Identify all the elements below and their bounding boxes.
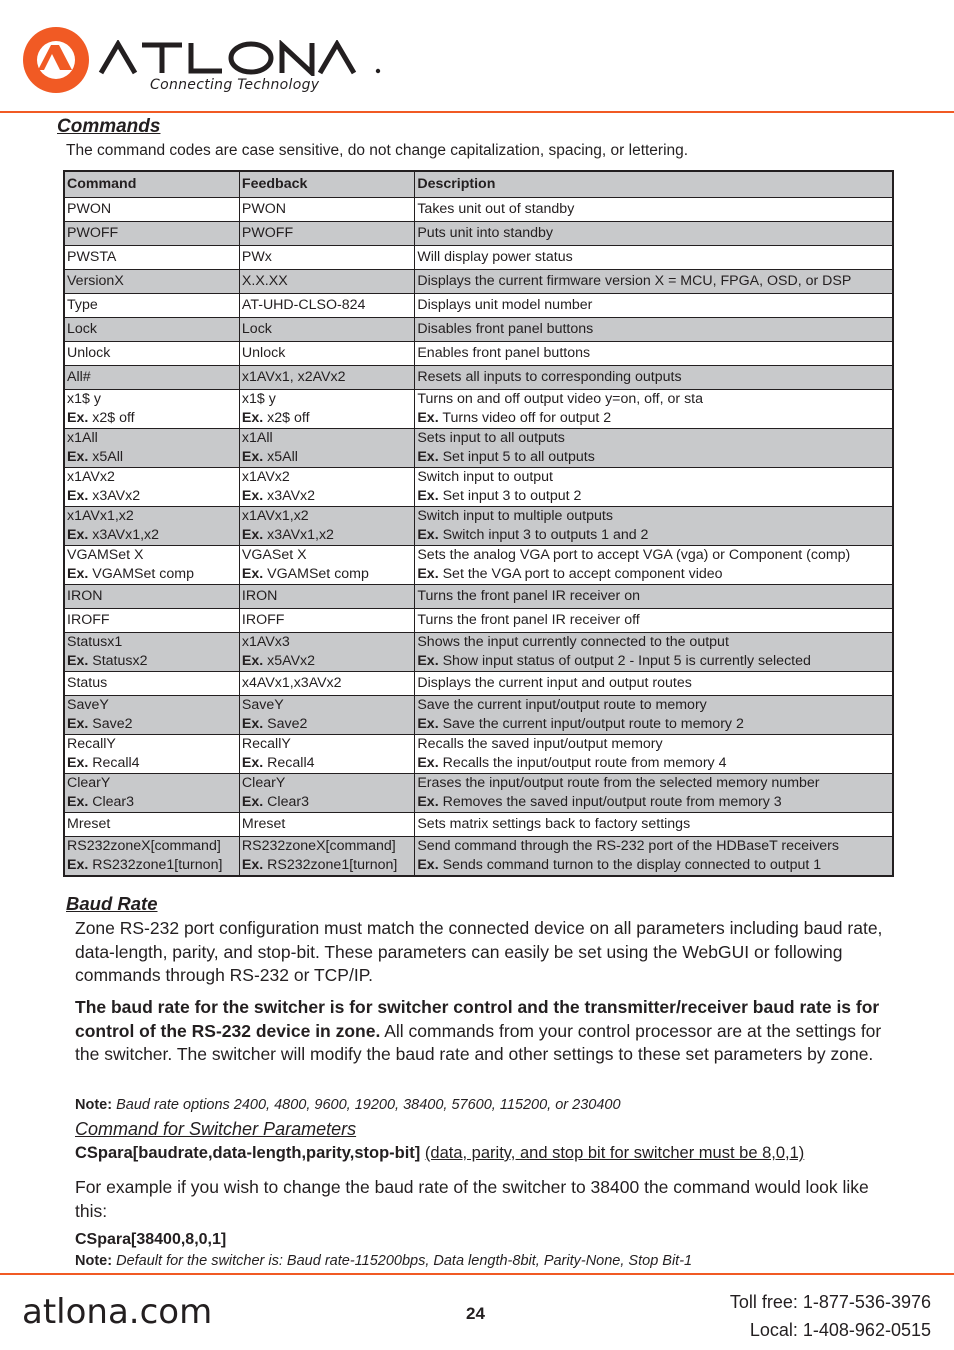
- example-line: [242, 448, 412, 467]
- note-label: Note:: [75, 1253, 113, 1269]
- cell-text: SaveY: [241, 697, 284, 713]
- page-header: [0, 0, 954, 114]
- example-line: [242, 754, 412, 773]
- cell-text: Disables front panel buttons: [417, 321, 594, 337]
- cell-text: Status: [67, 675, 108, 691]
- example-prefix: Ex.: [67, 527, 89, 543]
- footer-website: atlona.com: [22, 1292, 213, 1332]
- command-cell: [64, 837, 239, 877]
- commands-heading: Commands: [57, 116, 161, 137]
- example-text: x2$ off: [92, 410, 135, 426]
- example-line: [242, 526, 412, 545]
- cell-text: Save the current input/output route to memory: [417, 697, 707, 713]
- cell-text: AT-UHD-CLSO-824: [241, 297, 366, 313]
- feedback-cell: [239, 342, 414, 366]
- table-row: [64, 609, 893, 633]
- description-cell: [415, 468, 893, 507]
- command-cell: [64, 813, 239, 837]
- cell-text: Turns on and off output video y=on, off, or sta: [417, 391, 703, 407]
- command-cell: [64, 585, 239, 609]
- cell-text: Puts unit into standby: [417, 225, 553, 241]
- cell-text: Sets matrix settings back to factory settings: [417, 816, 691, 832]
- footer-contact: [730, 1288, 931, 1344]
- cell-text: Enables front panel buttons: [417, 345, 591, 361]
- cell-text: x1AVx1, x2AVx2: [241, 369, 346, 385]
- command-cell: [64, 468, 239, 507]
- local-number: Local: 1-408-962-0515: [749, 1320, 931, 1340]
- cell-text: PWx: [241, 249, 272, 265]
- example-line: [67, 487, 237, 506]
- table-row: [64, 198, 893, 222]
- cell-text: PWON: [67, 201, 112, 217]
- example-text: Recalls the input/output route from memory 4: [442, 755, 727, 771]
- description-cell: [415, 246, 893, 270]
- example-text: x3AVx2: [92, 488, 141, 504]
- cell-text: ClearY: [241, 775, 286, 791]
- cell-text: x1AVx1,x2: [67, 508, 134, 524]
- command-table: [63, 170, 894, 877]
- command-cell: [64, 696, 239, 735]
- feedback-cell: [239, 429, 414, 468]
- cell-text: PWOFF: [241, 225, 294, 241]
- description-cell: [415, 672, 893, 696]
- example-line: [242, 715, 412, 734]
- example-prefix: Ex.: [67, 653, 89, 669]
- cell-text: SaveY: [67, 697, 109, 713]
- cell-text: ClearY: [67, 775, 111, 791]
- table-row: [64, 507, 893, 546]
- cell-text: x1$ y: [67, 391, 101, 407]
- cell-text: Lock: [67, 321, 97, 337]
- feedback-cell: [239, 546, 414, 585]
- example-text: Recall4: [92, 755, 140, 771]
- example-prefix: Ex.: [241, 410, 264, 426]
- example-line: [417, 409, 890, 428]
- baud-paragraph-3: For example if you wish to change the baud rate of the switcher to 38400 the command would look like this:: [75, 1177, 869, 1221]
- feedback-cell: [239, 246, 414, 270]
- description-cell: [415, 735, 893, 774]
- cell-text: RecallY: [241, 736, 291, 752]
- baud-rate-heading: Baud Rate: [66, 893, 158, 914]
- cell-text: x1AVx2: [67, 469, 115, 485]
- example-prefix: Ex.: [417, 794, 439, 810]
- example-prefix: Ex.: [241, 488, 264, 504]
- cell-text: Turns the front panel IR receiver on: [417, 588, 640, 604]
- cell-text: Takes unit out of standby: [417, 201, 575, 217]
- feedback-cell: [239, 837, 414, 877]
- description-cell: [415, 270, 893, 294]
- cell-text: Sets input to all outputs: [417, 430, 565, 446]
- column-header-command: Command: [64, 171, 239, 198]
- example-text: Statusx2: [92, 653, 148, 669]
- command-cell: [64, 390, 239, 429]
- command-cell: [64, 270, 239, 294]
- example-text: x5All: [92, 449, 124, 465]
- column-header-feedback: Feedback: [239, 171, 414, 198]
- cell-text: Unlock: [241, 345, 286, 361]
- example-text: Save2: [92, 716, 133, 732]
- cell-text: Turns the front panel IR receiver off: [417, 612, 640, 628]
- example-prefix: Ex.: [67, 716, 89, 732]
- table-row: [64, 468, 893, 507]
- cspara-example: CSpara[38400,8,0,1]: [75, 1231, 227, 1248]
- example-prefix: Ex.: [241, 566, 264, 582]
- feedback-cell: [239, 585, 414, 609]
- cspara-syntax-line: [75, 1144, 804, 1163]
- example-prefix: Ex.: [417, 488, 439, 504]
- example-prefix: Ex.: [241, 794, 264, 810]
- table-row: [64, 813, 893, 837]
- toll-free-number: Toll free: 1-877-536-3976: [729, 1292, 931, 1312]
- table-row: [64, 774, 893, 813]
- table-row: [64, 696, 893, 735]
- feedback-cell: [239, 735, 414, 774]
- example-prefix: Ex.: [417, 449, 439, 465]
- description-cell: [415, 774, 893, 813]
- table-row: [64, 672, 893, 696]
- command-cell: [64, 294, 239, 318]
- description-cell: [415, 837, 893, 877]
- cell-text: IROFF: [67, 612, 110, 628]
- feedback-cell: [239, 270, 414, 294]
- example-line: [67, 856, 237, 875]
- cspara-syntax-note: (data, parity, and stop bit for switcher must be 8,0,1): [424, 1144, 805, 1162]
- description-cell: [415, 546, 893, 585]
- cell-text: IRON: [67, 588, 103, 604]
- example-prefix: Ex.: [67, 566, 89, 582]
- example-text: x5AVx2: [267, 653, 316, 669]
- example-prefix: Ex.: [417, 857, 439, 873]
- default-settings-text: Default for the switcher is: Baud rate-115200bps, Data length-8bit, Parity-None, Stop Bit-1: [116, 1253, 693, 1269]
- example-line: [67, 448, 237, 467]
- example-text: Sends command turnon to the display connected to output 1: [442, 857, 822, 873]
- table-row: [64, 546, 893, 585]
- example-text: RS232zone1[turnon]: [267, 857, 398, 873]
- command-cell: [64, 198, 239, 222]
- cell-text: X.X.XX: [241, 273, 288, 289]
- table-row: [64, 390, 893, 429]
- example-text: VGAMSet comp: [267, 566, 369, 582]
- cell-text: x1All: [67, 430, 98, 446]
- header-rule: [0, 111, 954, 113]
- command-table-body: [64, 198, 893, 877]
- brand-tagline: Connecting Technology: [150, 77, 320, 93]
- example-line: [67, 793, 237, 812]
- example-prefix: Ex.: [417, 716, 439, 732]
- example-line: [67, 754, 237, 773]
- example-prefix: Ex.: [241, 653, 264, 669]
- example-prefix: Ex.: [241, 857, 264, 873]
- example-line: [417, 793, 890, 812]
- cell-text: IRON: [241, 588, 278, 604]
- cell-text: IROFF: [241, 612, 285, 628]
- brand-wordmark: [98, 40, 388, 76]
- table-row: [64, 585, 893, 609]
- description-cell: [415, 222, 893, 246]
- table-row: [64, 318, 893, 342]
- command-cell: [64, 366, 239, 390]
- example-line: [67, 652, 237, 671]
- example-line: [67, 526, 237, 545]
- command-cell: [64, 222, 239, 246]
- description-cell: [415, 342, 893, 366]
- table-row: [64, 837, 893, 877]
- command-cell: [64, 546, 239, 585]
- example-prefix: Ex.: [67, 857, 89, 873]
- default-settings-note: [75, 1253, 692, 1269]
- footer-rule: [0, 1273, 954, 1275]
- example-prefix: Ex.: [67, 449, 89, 465]
- feedback-cell: [239, 366, 414, 390]
- cell-text: Erases the input/output route from the selected memory number: [417, 775, 820, 791]
- table-row: [64, 633, 893, 672]
- table-header-row: [64, 171, 893, 198]
- command-cell: [64, 246, 239, 270]
- baud-options-text: Baud rate options 2400, 4800, 9600, 19200, 38400, 57600, 115200, or 230400: [116, 1097, 621, 1113]
- example-text: Show input status of output 2 - Input 5 is currently selected: [442, 653, 811, 669]
- command-cell: [64, 609, 239, 633]
- feedback-cell: [239, 774, 414, 813]
- example-text: VGAMSet comp: [92, 566, 194, 582]
- cell-text: RS232zoneX[command]: [67, 838, 221, 854]
- cell-text: Switch input to output: [417, 469, 553, 485]
- example-text: x3AVx1,x2: [267, 527, 334, 543]
- feedback-cell: [239, 198, 414, 222]
- cell-text: RecallY: [67, 736, 116, 752]
- cell-text: All#: [67, 369, 91, 385]
- cell-text: Unlock: [67, 345, 111, 361]
- example-text: Set the VGA port to accept component video: [442, 566, 723, 582]
- feedback-cell: [239, 294, 414, 318]
- cell-text: x1AVx3: [241, 634, 290, 650]
- feedback-cell: [239, 633, 414, 672]
- description-cell: [415, 294, 893, 318]
- cell-text: VGASet X: [241, 547, 307, 563]
- example-line: [417, 856, 890, 875]
- description-cell: [415, 198, 893, 222]
- description-cell: [415, 585, 893, 609]
- cspara-syntax: CSpara[baudrate,data-length,parity,stop-bit]: [75, 1144, 421, 1162]
- example-line: [242, 487, 412, 506]
- cell-text: x1AVx2: [241, 469, 290, 485]
- atlona-logo-icon: [22, 26, 90, 94]
- example-line: [242, 652, 412, 671]
- feedback-cell: [239, 696, 414, 735]
- example-line: [417, 754, 890, 773]
- example-prefix: Ex.: [417, 653, 439, 669]
- cell-text: Sets the analog VGA port to accept VGA (vga) or Component (comp): [417, 547, 851, 563]
- example-text: x3AVx2: [267, 488, 316, 504]
- command-cell: [64, 672, 239, 696]
- description-cell: [415, 390, 893, 429]
- cell-text: x1All: [241, 430, 273, 446]
- example-line: [417, 448, 890, 467]
- example-line: [417, 715, 890, 734]
- feedback-cell: [239, 318, 414, 342]
- feedback-cell: [239, 609, 414, 633]
- feedback-cell: [239, 222, 414, 246]
- command-cell: [64, 318, 239, 342]
- cell-text: Displays unit model number: [417, 297, 593, 313]
- feedback-cell: [239, 813, 414, 837]
- command-cell: [64, 633, 239, 672]
- description-cell: [415, 507, 893, 546]
- cell-text: x4AVx1,x3AVx2: [241, 675, 342, 691]
- cell-text: Displays the current input and output routes: [417, 675, 692, 691]
- cell-text: Lock: [241, 321, 272, 337]
- baud-paragraph-2: [75, 996, 895, 1067]
- description-cell: [415, 429, 893, 468]
- example-line: [242, 856, 412, 875]
- command-cell: [64, 735, 239, 774]
- table-row: [64, 270, 893, 294]
- example-line: [242, 409, 412, 428]
- example-prefix: Ex.: [67, 488, 89, 504]
- example-prefix: Ex.: [67, 755, 89, 771]
- example-line: [67, 409, 237, 428]
- cell-text: Switch input to multiple outputs: [417, 508, 613, 524]
- table-row: [64, 366, 893, 390]
- example-prefix: Ex.: [67, 410, 89, 426]
- table-row: [64, 735, 893, 774]
- example-prefix: Ex.: [417, 527, 439, 543]
- description-cell: [415, 633, 893, 672]
- example-text: Set input 3 to output 2: [442, 488, 582, 504]
- cell-text: Type: [67, 297, 98, 313]
- cell-text: Will display power status: [417, 249, 573, 265]
- cell-text: PWOFF: [67, 225, 119, 241]
- cell-text: Mreset: [67, 816, 111, 832]
- description-cell: [415, 813, 893, 837]
- cell-text: PWON: [241, 201, 287, 217]
- switcher-params-subheading: Command for Switcher Parameters: [75, 1119, 357, 1139]
- example-line: [417, 565, 890, 584]
- example-text: Removes the saved input/output route from memory 3: [442, 794, 782, 810]
- description-cell: [415, 318, 893, 342]
- example-text: Recall4: [267, 755, 315, 771]
- cell-text: Shows the input currently connected to the output: [417, 634, 729, 650]
- command-cell: [64, 429, 239, 468]
- example-text: RS232zone1[turnon]: [92, 857, 223, 873]
- table-row: [64, 246, 893, 270]
- example-prefix: Ex.: [67, 794, 89, 810]
- baud-options-note: [75, 1097, 621, 1113]
- baud-paragraph-1: Zone RS-232 port configuration must match the connected device on all parameters including baud rate, data-length, parity, and stop-bit. These parameters can easily be set using the WebGUI or following commands through RS-232 or TCP/IP.: [75, 918, 883, 985]
- example-text: Save2: [267, 716, 308, 732]
- cell-text: RS232zoneX[command]: [241, 838, 396, 854]
- example-text: Turns video off for output 2: [442, 410, 612, 426]
- baud-paragraph-2-rest: All commands from your control processor are at the settings for the switcher. The switcher will modify the baud rate and other settings to these set parameters by zone.: [75, 1020, 882, 1064]
- column-header-description: Description: [415, 171, 893, 198]
- example-line: [417, 652, 890, 671]
- cell-text: VGAMSet X: [67, 547, 144, 563]
- example-prefix: Ex.: [241, 449, 264, 465]
- example-text: Save the current input/output route to memory 2: [442, 716, 744, 732]
- example-prefix: Ex.: [241, 755, 264, 771]
- example-text: Clear3: [267, 794, 309, 810]
- example-prefix: Ex.: [417, 566, 439, 582]
- cell-text: x1$ y: [241, 391, 276, 407]
- cell-text: Recalls the saved input/output memory: [417, 736, 663, 752]
- feedback-cell: [239, 507, 414, 546]
- page-number: 24: [466, 1304, 485, 1323]
- example-line: [417, 526, 890, 545]
- cell-text: x1AVx1,x2: [241, 508, 309, 524]
- feedback-cell: [239, 468, 414, 507]
- command-cell: [64, 774, 239, 813]
- example-text: x2$ off: [267, 410, 310, 426]
- example-text: x5All: [267, 449, 298, 465]
- example-prefix: Ex.: [417, 410, 439, 426]
- cell-text: Send command through the RS-232 port of the HDBaseT receivers: [417, 838, 839, 854]
- description-cell: [415, 366, 893, 390]
- table-row: [64, 294, 893, 318]
- example-line: [417, 487, 890, 506]
- example-prefix: Ex.: [417, 755, 439, 771]
- cell-text: Displays the current firmware version X = MCU, FPGA, OSD, or DSP: [417, 273, 852, 289]
- cell-text: Mreset: [241, 816, 286, 832]
- example-text: Switch input 3 to outputs 1 and 2: [442, 527, 649, 543]
- table-row: [64, 222, 893, 246]
- note-label: Note:: [75, 1097, 113, 1113]
- table-row: [64, 342, 893, 366]
- commands-intro: The command codes are case sensitive, do not change capitalization, spacing, or lettering.: [66, 142, 689, 159]
- cell-text: PWSTA: [67, 249, 117, 265]
- example-text: Clear3: [92, 794, 135, 810]
- description-cell: [415, 696, 893, 735]
- baud-paragraph-2-bold: The baud rate for the switcher is for switcher control and the transmitter/receiver baud rate is for control of the RS-232 device in zone.: [75, 997, 880, 1041]
- description-cell: [415, 609, 893, 633]
- example-line: [242, 793, 412, 812]
- command-cell: [64, 342, 239, 366]
- example-line: [67, 565, 237, 584]
- cell-text: Resets all inputs to corresponding outputs: [417, 369, 682, 385]
- feedback-cell: [239, 672, 414, 696]
- command-cell: [64, 507, 239, 546]
- example-text: x3AVx1,x2: [92, 527, 160, 543]
- cell-text: Statusx1: [67, 634, 123, 650]
- example-prefix: Ex.: [241, 716, 264, 732]
- example-prefix: Ex.: [241, 527, 264, 543]
- example-line: [242, 565, 412, 584]
- cell-text: VersionX: [67, 273, 124, 289]
- example-text: Set input 5 to all outputs: [442, 449, 595, 465]
- feedback-cell: [239, 390, 414, 429]
- example-line: [67, 715, 237, 734]
- table-row: [64, 429, 893, 468]
